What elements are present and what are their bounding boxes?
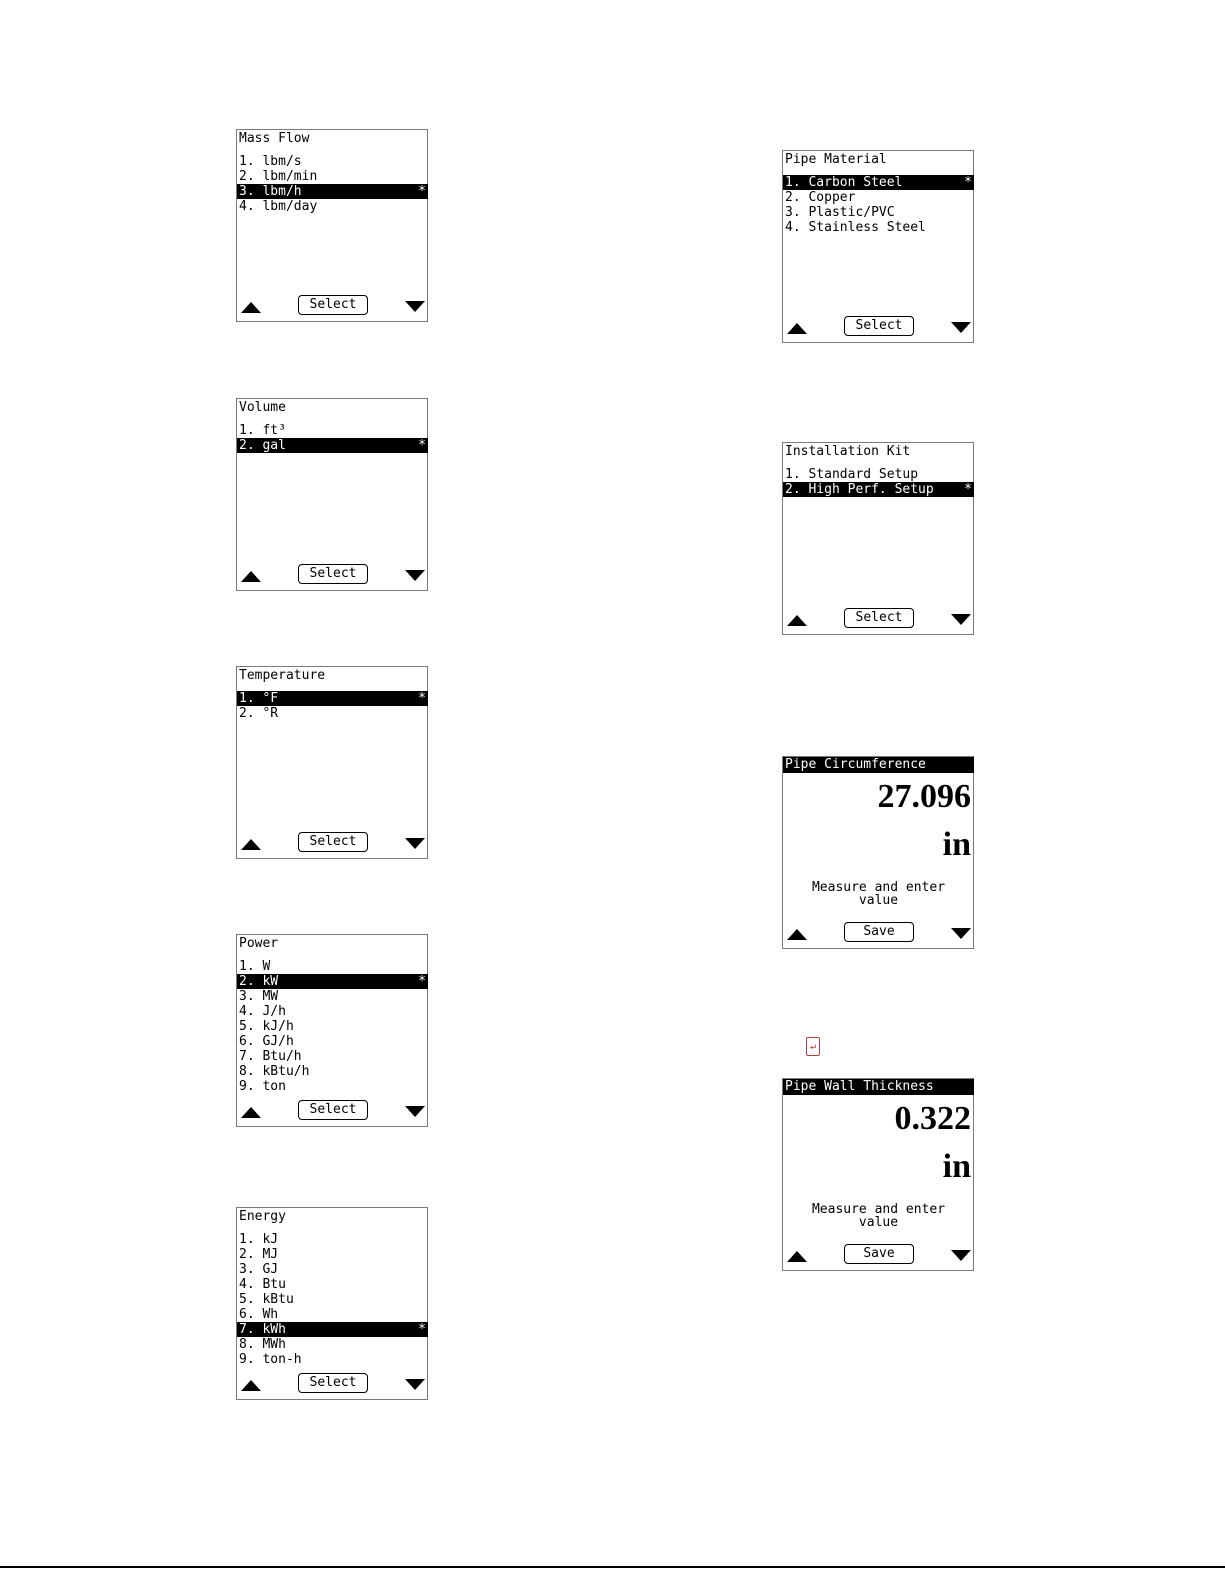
list-item[interactable]: 2. °R	[239, 706, 279, 721]
screen-title: Pipe Circumference	[783, 757, 974, 773]
triangle-down-icon[interactable]	[405, 1379, 425, 1390]
save-button[interactable]: Save	[844, 1244, 914, 1264]
softkey-bar	[237, 1100, 428, 1122]
softkey-bar	[237, 295, 428, 317]
list-item[interactable]: 4. J/h	[239, 1004, 286, 1019]
triangle-down-icon[interactable]	[951, 1250, 971, 1261]
triangle-up-icon[interactable]	[241, 839, 261, 850]
list-item-selected[interactable]: 7. kWh *	[239, 1322, 426, 1337]
selected-marker: *	[418, 974, 426, 989]
triangle-down-icon[interactable]	[951, 928, 971, 939]
list-item[interactable]: 1. ft³	[239, 423, 286, 438]
option-list	[783, 175, 974, 235]
softkey-bar	[237, 564, 428, 586]
select-button[interactable]: Select	[298, 1373, 368, 1393]
select-button[interactable]: Select	[298, 1100, 368, 1120]
screen-title: Mass Flow	[239, 131, 310, 146]
softkey-bar	[783, 922, 974, 944]
list-item[interactable]: 1. kJ	[239, 1232, 279, 1247]
measured-value[interactable]: 27.096	[877, 778, 971, 815]
select-button[interactable]: Select	[844, 608, 914, 628]
list-item[interactable]: 6. GJ/h	[239, 1034, 294, 1049]
softkey-bar	[237, 832, 428, 854]
page-bottom-rule	[0, 1566, 1225, 1568]
list-item[interactable]: 7. Btu/h	[239, 1049, 302, 1064]
softkey-bar	[783, 316, 974, 338]
pipe-material-screen	[782, 150, 974, 343]
list-item[interactable]: 4. Stainless Steel	[785, 220, 926, 235]
screen-title: Energy	[239, 1209, 286, 1224]
list-item-selected[interactable]: 2. gal *	[239, 438, 426, 453]
triangle-up-icon[interactable]	[787, 929, 807, 940]
triangle-down-icon[interactable]	[405, 301, 425, 312]
option-list	[237, 423, 428, 453]
triangle-down-icon[interactable]	[951, 614, 971, 625]
triangle-up-icon[interactable]	[241, 1380, 261, 1391]
instruction-text: Measure and enter value	[811, 880, 946, 908]
list-item[interactable]: 5. kBtu	[239, 1292, 294, 1307]
triangle-up-icon[interactable]	[241, 571, 261, 582]
temperature-screen	[236, 666, 428, 859]
select-button[interactable]: Select	[844, 316, 914, 336]
list-item[interactable]: 3. MW	[239, 989, 279, 1004]
select-button[interactable]: Select	[298, 564, 368, 584]
list-item[interactable]: 2. Copper	[785, 190, 856, 205]
triangle-down-icon[interactable]	[405, 1106, 425, 1117]
selected-marker: *	[964, 482, 972, 497]
screen-title: Pipe Wall Thickness	[783, 1079, 974, 1095]
power-screen	[236, 934, 428, 1127]
triangle-down-icon[interactable]	[405, 570, 425, 581]
mass-flow-screen	[236, 129, 428, 322]
list-item[interactable]: 9. ton-h	[239, 1352, 302, 1367]
value-unit: in	[942, 1148, 971, 1185]
triangle-up-icon[interactable]	[241, 302, 261, 313]
list-item[interactable]: 2. lbm/min	[239, 169, 318, 184]
option-list	[783, 467, 974, 497]
triangle-up-icon[interactable]	[787, 1251, 807, 1262]
option-list	[237, 691, 428, 721]
list-item[interactable]: 9. ton	[239, 1079, 286, 1094]
triangle-up-icon[interactable]	[787, 615, 807, 626]
select-button[interactable]: Select	[298, 295, 368, 315]
list-item[interactable]: 4. Btu	[239, 1277, 286, 1292]
triangle-down-icon[interactable]	[951, 322, 971, 333]
select-button[interactable]: Select	[298, 832, 368, 852]
list-item[interactable]: 3. Plastic/PVC	[785, 205, 895, 220]
value-unit: in	[942, 826, 971, 863]
list-item[interactable]: 3. GJ	[239, 1262, 279, 1277]
option-list	[237, 1232, 428, 1367]
instruction-text: Measure and enter value	[811, 1202, 946, 1230]
list-item[interactable]: 4. lbm/day	[239, 199, 318, 214]
list-item[interactable]: 6. Wh	[239, 1307, 279, 1322]
selected-marker: *	[418, 691, 426, 706]
energy-screen	[236, 1207, 428, 1400]
triangle-up-icon[interactable]	[241, 1107, 261, 1118]
selected-marker: *	[964, 175, 972, 190]
selected-marker: *	[418, 438, 426, 453]
option-list	[237, 154, 428, 214]
pipe-circumference-screen	[782, 756, 974, 949]
triangle-up-icon[interactable]	[787, 323, 807, 334]
option-list	[237, 959, 428, 1094]
pipe-wall-thickness-screen	[782, 1078, 974, 1271]
screen-title: Volume	[239, 400, 286, 415]
list-item-selected[interactable]: 2. kW *	[239, 974, 426, 989]
list-item-selected[interactable]: 1. °F *	[239, 691, 426, 706]
screen-title: Power	[239, 936, 279, 951]
screen-title: Temperature	[239, 668, 326, 683]
save-button[interactable]: Save	[844, 922, 914, 942]
list-item[interactable]: 8. kBtu/h	[239, 1064, 310, 1079]
list-item[interactable]: 1. lbm/s	[239, 154, 302, 169]
list-item[interactable]: 5. kJ/h	[239, 1019, 294, 1034]
screen-title: Pipe Material	[785, 152, 887, 167]
selected-marker: *	[418, 1322, 426, 1337]
selected-marker: *	[418, 184, 426, 199]
list-item-selected[interactable]: 1. Carbon Steel *	[785, 175, 972, 190]
softkey-bar	[783, 1244, 974, 1266]
list-item[interactable]: 2. MJ	[239, 1247, 279, 1262]
list-item[interactable]: 1. W	[239, 959, 271, 974]
measured-value[interactable]: 0.322	[894, 1100, 971, 1137]
screen-title: Installation Kit	[785, 444, 911, 459]
triangle-down-icon[interactable]	[405, 838, 425, 849]
list-item-selected[interactable]: 2. High Perf. Setup *	[785, 482, 972, 497]
softkey-bar	[783, 608, 974, 630]
installation-kit-screen	[782, 442, 974, 635]
list-item-selected[interactable]: 3. lbm/h *	[239, 184, 426, 199]
list-item[interactable]: 1. Standard Setup	[785, 467, 919, 482]
volume-screen	[236, 398, 428, 591]
softkey-bar	[237, 1373, 428, 1395]
return-icon[interactable]: ↵	[806, 1037, 820, 1056]
list-item[interactable]: 8. MWh	[239, 1337, 286, 1352]
